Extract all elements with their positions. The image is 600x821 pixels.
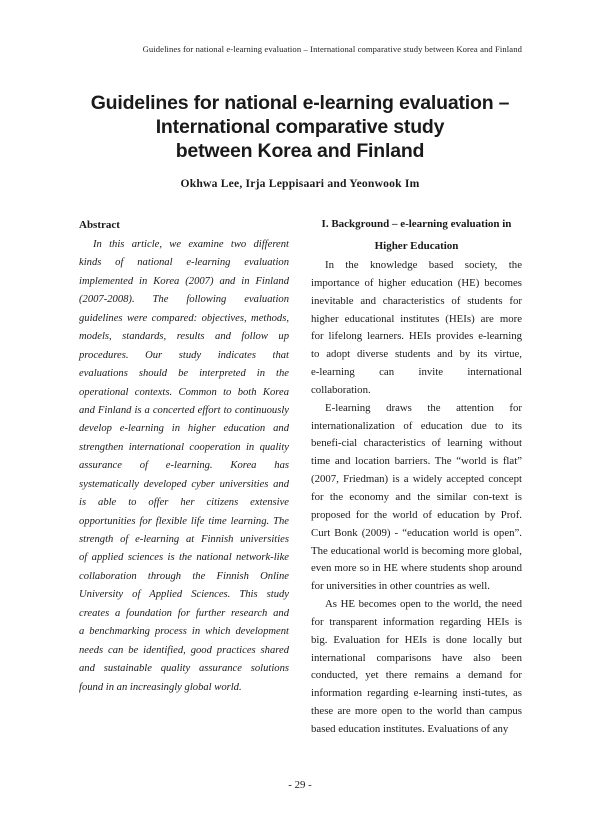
body-line: As HE becomes open to the world, the need: [325, 598, 522, 611]
body-line: benefi-cial characteristics of learning without: [311, 437, 522, 450]
abstract-line: of applied sciences is the national network-like: [79, 552, 289, 564]
abstract-line: systematically developed cyber universities and: [79, 478, 289, 490]
body-line: proposed for the world of education by Prof.: [311, 508, 522, 521]
body-line: The educational world is becoming more global,: [311, 544, 522, 557]
body-line: collaboration.: [311, 383, 371, 396]
body-line: internationalization of education due to its: [311, 419, 522, 432]
paper-title: [0, 91, 600, 163]
abstract-line: assurance of e-learning. Korea has: [79, 460, 289, 472]
abstract-body: [79, 236, 289, 697]
abstract-heading: Abstract: [79, 219, 120, 231]
title-line: Guidelines for national e-learning evaluation –: [90, 92, 510, 114]
body-line: even more so in HE where students shop around: [311, 562, 522, 575]
abstract-line: and sustainable quality assurance solutions: [79, 663, 289, 675]
body-paragraph: [311, 596, 522, 739]
abstract-line: a benchmarking process in which development: [79, 626, 289, 638]
abstract-line: found in an increasingly global world.: [79, 681, 242, 693]
body-line: E-learning draws the attention for: [325, 401, 522, 414]
abstract-line: kinds of national e-learning evaluation: [79, 257, 289, 269]
body-line: information regarding e-learning insti-tutes, as: [311, 687, 522, 700]
abstract-line: is able to offer her citizens extensive: [79, 497, 289, 509]
abstract-line: models, standards, results and follow up: [79, 331, 289, 343]
body-line: based education institutes. Evaluations of any: [311, 722, 509, 735]
abstract-line: procedures. Our study indicates that: [79, 349, 289, 361]
abstract-line: University of Applied Sciences. This study: [79, 589, 289, 601]
body-line: conducted, yet there remains a demand for: [311, 669, 522, 682]
abstract-line: needs can be identified, good practices shared: [79, 644, 289, 656]
abstract-line: opportunities for flexible life time learning. The: [79, 515, 289, 527]
abstract-line: guidelines were compared: objectives, methods,: [79, 312, 289, 324]
body-line: inevitable and characteristics of students for: [311, 294, 522, 307]
body-line: higher educational institutes (HEIs) are more: [311, 312, 522, 325]
body-line: e-learning can invite international: [311, 366, 522, 379]
section-column: [311, 214, 522, 739]
body-line: for lifelong learners. HEIs provides e-learning: [311, 330, 522, 343]
abstract-line: (2007-2008). The following evaluation: [79, 294, 289, 306]
body-line: for universities in other countries as well.: [311, 580, 491, 593]
abstract-line: operational contexts. Common to both Korea: [79, 386, 289, 398]
abstract-line: collaboration through the Finnish Online: [79, 570, 289, 582]
abstract-line: develop e-learning in higher education and: [79, 423, 289, 435]
body-line: for the economy and the similar con-text is: [311, 490, 522, 503]
body-line: In the knowledge based society, the: [325, 259, 522, 271]
body-paragraph: [311, 257, 522, 400]
authors: Okhwa Lee, Irja Leppisaari and Yeonwook Im: [180, 177, 420, 190]
section-heading: Higher Education: [374, 239, 459, 252]
abstract-line: evaluations should be interpreted in the: [79, 368, 289, 380]
body-line: Curt Bonk (2009) - “education world is open”.: [311, 526, 522, 539]
abstract-line: strengthen international cooperation in quality: [79, 441, 289, 453]
body-line: time and location barriers. The “world is flat”: [311, 455, 522, 468]
abstract-column: [79, 214, 289, 697]
section-heading: I. Background – e-learning evaluation in: [321, 218, 512, 230]
page-number: - 29 -: [288, 779, 312, 791]
body-paragraph: [311, 400, 522, 596]
section-body: [311, 257, 522, 739]
running-header: Guidelines for national e-learning evaluation – International comparative study between Korea and Finland: [142, 44, 522, 54]
abstract-line: implemented in Korea (2007) and in Finland: [79, 275, 289, 287]
body-line: importance of higher education (HE) becomes: [311, 276, 522, 289]
body-line: to adopt diverse students and by its virtue,: [311, 348, 522, 361]
body-line: international comparisons have also been: [311, 651, 522, 664]
body-line: big. Evaluation for HEIs is done locally but: [311, 633, 522, 646]
body-line: (2007, Friedman) is a widely accepted concept: [311, 473, 522, 486]
abstract-line: In this article, we examine two different: [93, 239, 289, 250]
body-line: for transparent information regarding HEIs is: [311, 615, 522, 628]
title-line: between Korea and Finland: [175, 140, 425, 162]
abstract-line: strength of e-learning at Finnish universities: [79, 534, 289, 545]
body-line: these are more open to the world than campus: [311, 705, 522, 718]
title-line: International comparative study: [155, 116, 445, 138]
abstract-line: creates a foundation for further research and: [79, 607, 289, 619]
abstract-line: and Finland is a concerted effort to continuously: [79, 404, 289, 416]
